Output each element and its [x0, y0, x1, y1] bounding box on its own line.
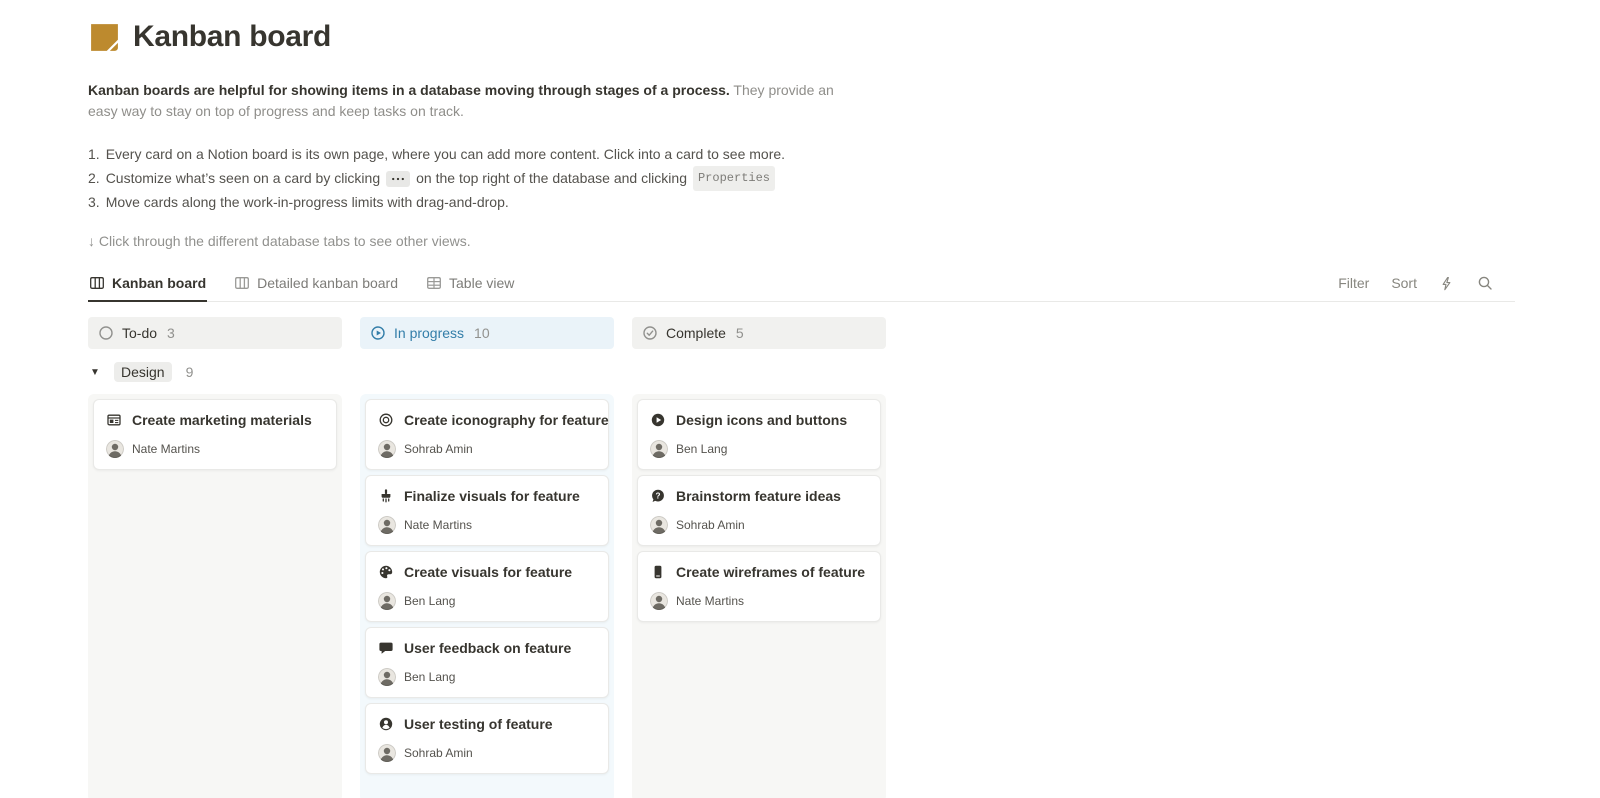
assignee-avatar	[378, 516, 396, 534]
assignee-avatar	[378, 668, 396, 686]
instruction-text: Customize what’s seen on a card by clicking	[105, 170, 381, 186]
tab-kanban-board[interactable]	[88, 271, 207, 302]
column-label: In progress	[394, 325, 465, 341]
column-headers	[88, 317, 1515, 349]
kanban-board	[88, 302, 1515, 798]
card-title: User testing of feature	[404, 716, 553, 732]
column-complete	[632, 394, 886, 798]
card-assignee-row	[650, 516, 868, 534]
page-title: Kanban board	[133, 20, 332, 53]
column-count: 10	[474, 325, 490, 341]
group-badge[interactable]: Design	[114, 362, 172, 382]
list-number: 3.	[88, 194, 100, 210]
circle-play-icon	[370, 325, 386, 341]
hint-caption: ↓ Click through the different database tabs to see other views.	[88, 233, 471, 249]
assignee-avatar	[106, 440, 124, 458]
card-title: Brainstorm feature ideas	[676, 488, 841, 504]
intro-gray-text: They provide an easy way to stay on top of progress and keep tasks on track.	[88, 82, 834, 119]
card-title-row	[650, 412, 868, 428]
card-assignee-row	[106, 440, 324, 458]
instruction-text: Every card on a Notion board is its own page, where you can add more content. Click into a card to see more.	[105, 146, 786, 162]
assignee-name: Sohrab Amin	[676, 518, 745, 532]
ellipsis-menu-badge	[386, 171, 410, 187]
group-collapse-toggle[interactable]: ▼	[90, 366, 100, 378]
assignee-name: Sohrab Amin	[404, 746, 473, 760]
assignee-name: Ben Lang	[404, 594, 456, 608]
list-number: 2.	[88, 170, 100, 186]
card-title: Create visuals for feature	[404, 564, 573, 580]
person-circle-icon	[378, 716, 394, 732]
instruction-item	[88, 192, 1515, 213]
instructions-list	[88, 144, 1515, 213]
card-create-visuals-for-feature[interactable]	[365, 551, 609, 622]
card-assignee-row	[378, 744, 596, 762]
column-count: 5	[735, 325, 744, 341]
card-title: Create iconography for feature	[404, 412, 609, 428]
assignee-avatar	[650, 516, 668, 534]
assignee-avatar	[378, 744, 396, 762]
card-create-iconography-for-feature[interactable]	[365, 399, 609, 470]
card-title: Create marketing materials	[132, 412, 312, 428]
card-assignee-row	[378, 592, 596, 610]
circle-outline-icon	[98, 325, 114, 341]
card-title-row	[378, 564, 596, 580]
palette-icon	[378, 564, 394, 580]
card-title: User feedback on feature	[404, 640, 572, 656]
card-title: Design icons and buttons	[676, 412, 848, 428]
column-todo	[88, 394, 342, 798]
card-design-icons-and-buttons[interactable]	[637, 399, 881, 470]
table-icon	[426, 275, 442, 291]
instruction-item	[88, 166, 1515, 191]
instruction-text: on the top right of the database and clicking	[416, 170, 687, 186]
group-count: 9	[185, 364, 194, 380]
card-title-row	[650, 488, 868, 504]
card-title-row	[378, 716, 596, 732]
card-assignee-row	[378, 668, 596, 686]
assignee-avatar	[378, 440, 396, 458]
card-finalize-visuals-for-feature[interactable]	[365, 475, 609, 546]
column-label: To-do	[122, 325, 158, 341]
card-assignee-row	[378, 516, 596, 534]
tab-label: Detailed kanban board	[257, 275, 399, 291]
lightning-icon[interactable]	[1439, 275, 1455, 291]
card-brainstorm-feature-ideas[interactable]	[637, 475, 881, 546]
card-title-row	[106, 412, 324, 428]
assignee-name: Nate Martins	[132, 442, 201, 456]
card-title: Finalize visuals for feature	[404, 488, 580, 504]
speech-bubble-icon	[378, 640, 394, 656]
question-bubble-icon	[650, 488, 666, 504]
page-header	[88, 20, 1515, 54]
column-header-complete[interactable]	[632, 317, 886, 349]
intro-paragraph	[88, 80, 848, 122]
column-count: 3	[167, 325, 175, 341]
play-circle-icon	[650, 412, 666, 428]
search-icon[interactable]	[1477, 275, 1493, 291]
phone-icon	[650, 564, 666, 580]
card-user-testing-of-feature[interactable]	[365, 703, 609, 774]
assignee-name: Nate Martins	[404, 518, 473, 532]
list-number: 1.	[88, 146, 100, 162]
card-title: Create wireframes of feature	[676, 564, 866, 580]
circle-check-icon	[642, 325, 658, 341]
tab-table-view[interactable]	[425, 271, 515, 302]
tab-label: Kanban board	[112, 275, 207, 291]
instruction-item	[88, 144, 1515, 165]
paintbrush-icon	[378, 488, 394, 504]
sort-button[interactable]: Sort	[1391, 275, 1417, 291]
assignee-name: Ben Lang	[676, 442, 728, 456]
board-columns	[88, 394, 1515, 798]
column-label: Complete	[666, 325, 726, 341]
card-title-row	[650, 564, 868, 580]
assignee-name: Ben Lang	[404, 670, 456, 684]
assignee-avatar	[650, 592, 668, 610]
card-title-row	[378, 488, 596, 504]
page-emoji-icon[interactable]	[88, 21, 121, 54]
board-icon	[234, 275, 250, 291]
group-header	[90, 360, 1515, 384]
board-icon	[89, 275, 105, 291]
column-header-in-progress[interactable]	[360, 317, 614, 349]
instruction-text: Move cards along the work-in-progress limits with drag-and-drop.	[105, 194, 509, 210]
assignee-name: Nate Martins	[676, 594, 745, 608]
svg-text:?: ?	[655, 491, 661, 501]
assignee-avatar	[378, 592, 396, 610]
card-title-row	[378, 412, 609, 428]
assignee-name: Sohrab Amin	[404, 442, 473, 456]
card-title-row	[378, 640, 596, 656]
properties-code-badge: Properties	[693, 166, 775, 191]
column-in-progress	[360, 394, 614, 798]
card-user-feedback-on-feature[interactable]	[365, 627, 609, 698]
bullseye-icon	[378, 412, 394, 428]
filter-button[interactable]: Filter	[1338, 275, 1370, 291]
tab-detailed-kanban-board[interactable]	[233, 271, 399, 302]
database-tabbar	[88, 271, 1515, 302]
assignee-avatar	[650, 440, 668, 458]
newspaper-icon	[106, 412, 122, 428]
column-header-todo[interactable]	[88, 317, 342, 349]
card-create-wireframes-of-feature[interactable]	[637, 551, 881, 622]
card-assignee-row	[650, 440, 868, 458]
view-tabs	[88, 271, 515, 301]
tab-label: Table view	[449, 275, 515, 291]
card-assignee-row	[650, 592, 868, 610]
card-create-marketing-materials[interactable]	[93, 399, 337, 470]
card-assignee-row	[378, 440, 596, 458]
intro-bold-text: Kanban boards are helpful for showing items in a database moving through stages of a process.	[88, 82, 730, 98]
database-toolbar	[1338, 275, 1515, 301]
